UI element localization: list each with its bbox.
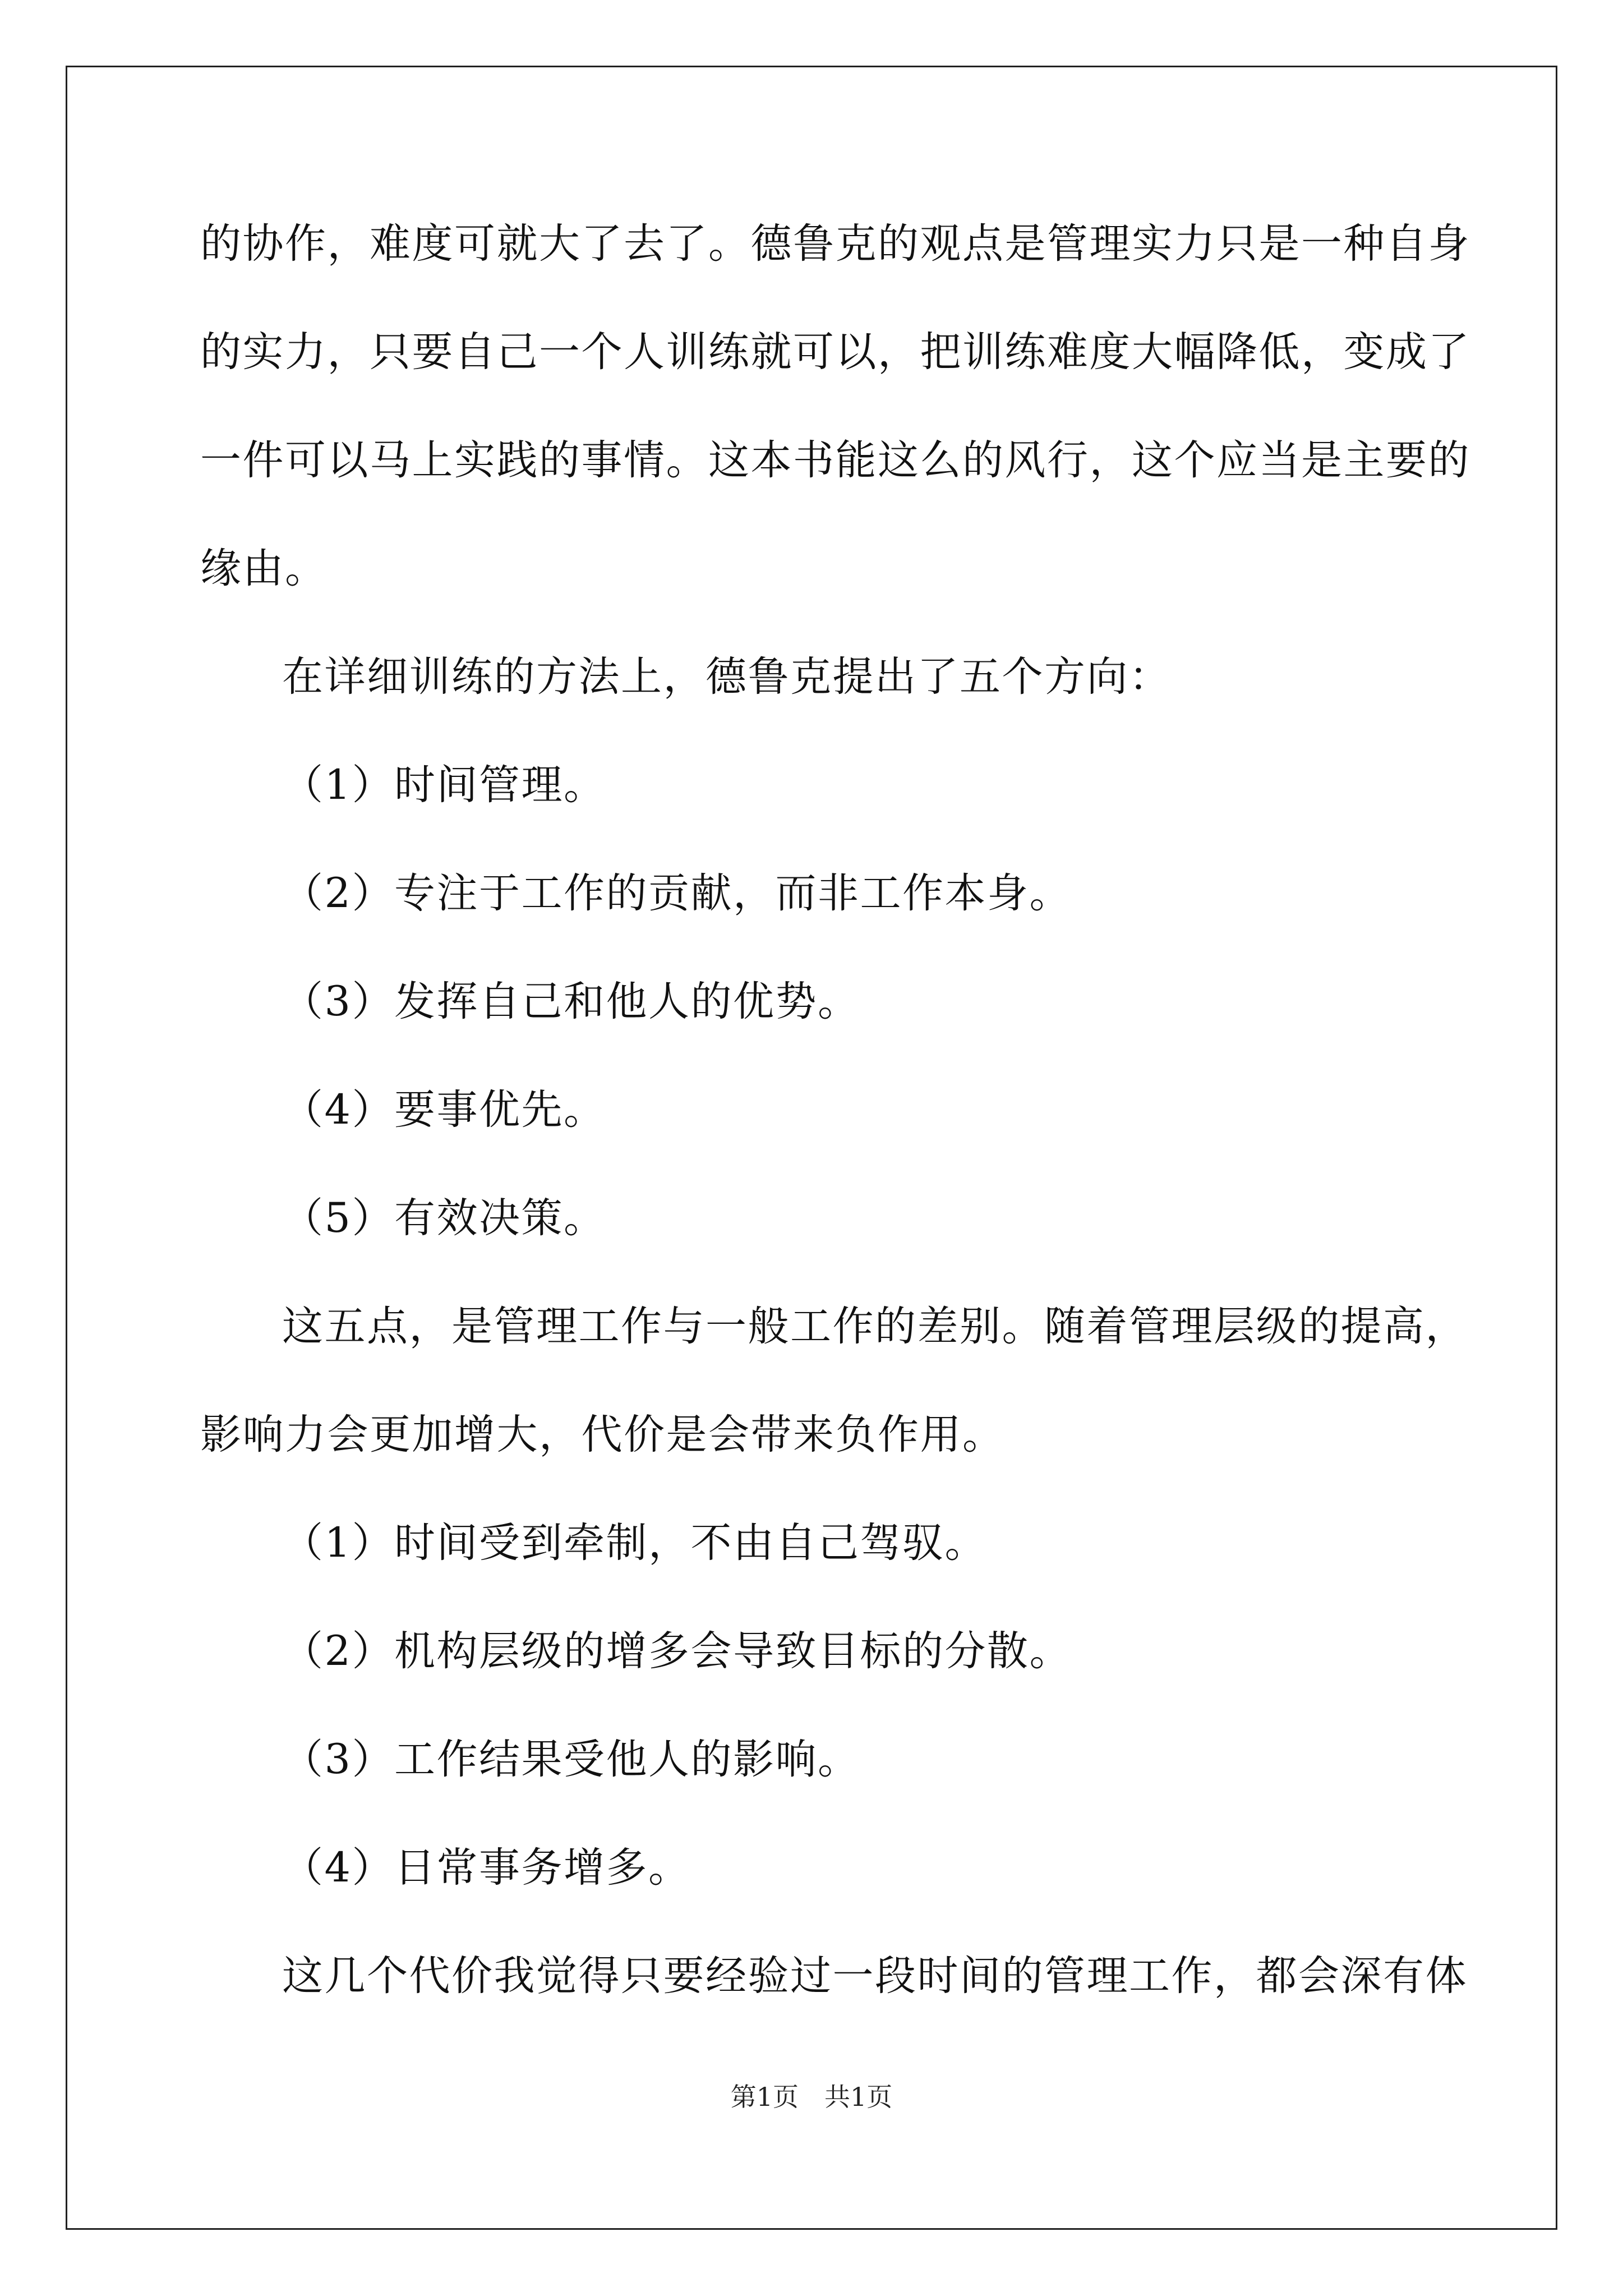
paragraph-line: 缘由。 bbox=[200, 545, 328, 592]
list-item: （2）机构层级的增多会导致目标的分散。 bbox=[282, 1627, 1072, 1675]
list-item: （3）发挥自己和他人的优势。 bbox=[282, 978, 860, 1025]
paragraph-line: 这五点，是管理工作与一般工作的差别。随着管理层级的提高， bbox=[282, 1303, 1468, 1350]
page-border bbox=[66, 66, 1557, 2230]
list-item: （1）时间管理。 bbox=[282, 761, 606, 809]
paragraph-line: 一件可以马上实践的事情。这本书能这么的风行，这个应当是主要的 bbox=[200, 436, 1470, 484]
paragraph-line: 的协作，难度可就大了去了。德鲁克的观点是管理实力只是一种自身 bbox=[200, 220, 1470, 268]
paragraph-line: 在详细训练的方法上，德鲁克提出了五个方向： bbox=[282, 653, 1172, 701]
list-item: （3）工作结果受他人的影响。 bbox=[282, 1736, 860, 1783]
list-item: （4）要事优先。 bbox=[282, 1086, 606, 1134]
list-item: （5）有效决策。 bbox=[282, 1194, 606, 1242]
list-item: （1）时间受到牵制，不由自己驾驭。 bbox=[282, 1519, 987, 1567]
paragraph-line: 这几个代价我觉得只要经验过一段时间的管理工作，都会深有体 bbox=[282, 1952, 1468, 2000]
page-number: 第1页 共1页 bbox=[730, 2082, 893, 2112]
list-item: （2）专注于工作的贡献，而非工作本身。 bbox=[282, 869, 1072, 917]
paragraph-line: 的实力，只要自己一个人训练就可以，把训练难度大幅降低，变成了 bbox=[200, 328, 1470, 376]
list-item: （4）日常事务增多。 bbox=[282, 1844, 691, 1892]
paragraph-line: 影响力会更加增大，代价是会带来负作用。 bbox=[200, 1411, 1005, 1458]
